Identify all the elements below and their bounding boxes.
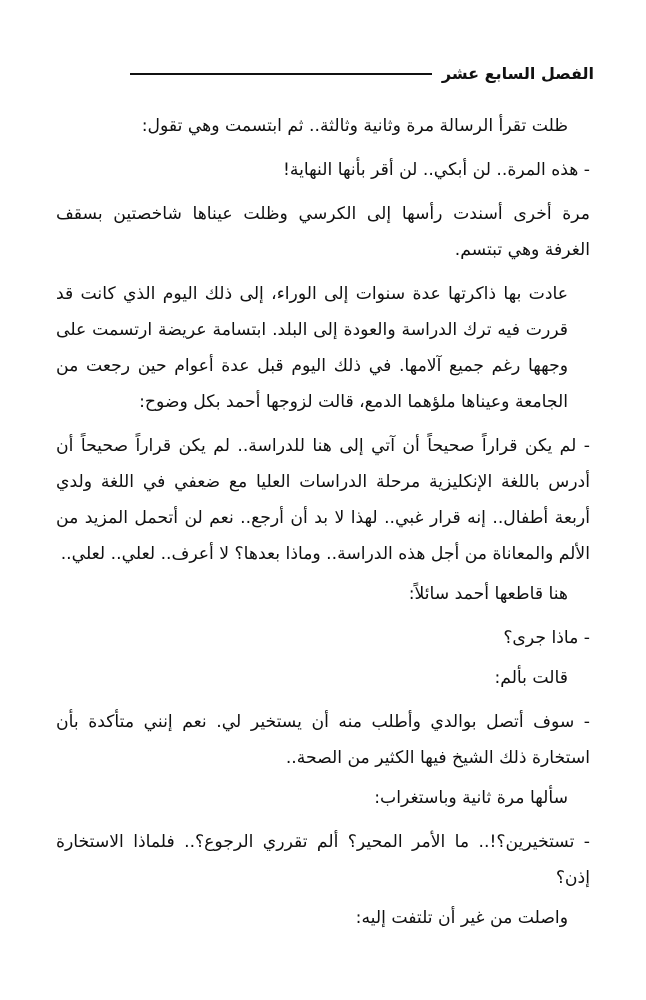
paragraph-9: - سوف أتصل بوالدي وأطلب منه أن يستخير لي. نعم إنني متأكدة بأن استخارة ذلك الشيخ فيها الكثير من الصحة.. (56, 712, 590, 768)
paragraph-1: ظلت تقرأ الرسالة مرة وثانية وثالثة.. ثم ابتسمت وهي تقول: (141, 116, 568, 136)
paragraph-5: - لم يكن قراراً صحيحاً أن آتي إلى هنا للدراسة.. لم يكن قراراً صحيحاً أن أدرس باللغة الإنكليزية مرحلة الدراسات العليا مع ضعفي في اللغة ولدي أربعة أطفال.. إنه قرار غبي.. لهذا لا بد أن أرجع.. نعم لن أتحمل المزيد من الألم والمعاناة من أجل هذه الدراسة.. وماذا بعدها؟ لا أعرف.. لعلي.. لعلي.. (56, 436, 590, 564)
paragraph-10: سألها مرة ثانية وباستغراب: (374, 788, 568, 808)
paragraph-6: هنا قاطعها أحمد سائلاً: (408, 584, 568, 604)
header-rule (130, 73, 432, 75)
chapter-title: الفصل السابع عشر (441, 63, 594, 83)
paragraph-7: - ماذا جرى؟ (503, 628, 590, 648)
paragraph-3: مرة أخرى أسندت رأسها إلى الكرسي وظلت عيناها شاخصتين بسقف الغرفة وهي تبتسم. (56, 204, 590, 260)
paragraph-2: - هذه المرة.. لن أبكي.. لن أقر بأنها النهاية! (283, 160, 590, 180)
paragraph-12: واصلت من غير أن تلتفت إليه: (355, 908, 568, 928)
paragraph-4: عادت بها ذاكرتها عدة سنوات إلى الوراء، إلى ذلك اليوم الذي كانت قد قررت فيه ترك الدراسة والعودة إلى البلد. ابتسامة عريضة ارتسمت على وجهها رغم جميع آلامها. في ذلك اليوم قبل عدة أعوام حين رجعت من الجامعة وعيناها ملؤهما الدمع، قالت لزوجها أحمد بكل وضوح: (56, 284, 568, 412)
paragraph-8: قالت بألم: (494, 668, 568, 688)
paragraph-11: - تستخيرين؟!.. ما الأمر المحير؟ ألم تقرري الرجوع؟.. فلماذا الاستخارة إذن؟ (56, 832, 590, 888)
body-text (56, 108, 590, 944)
running-header (130, 58, 594, 88)
